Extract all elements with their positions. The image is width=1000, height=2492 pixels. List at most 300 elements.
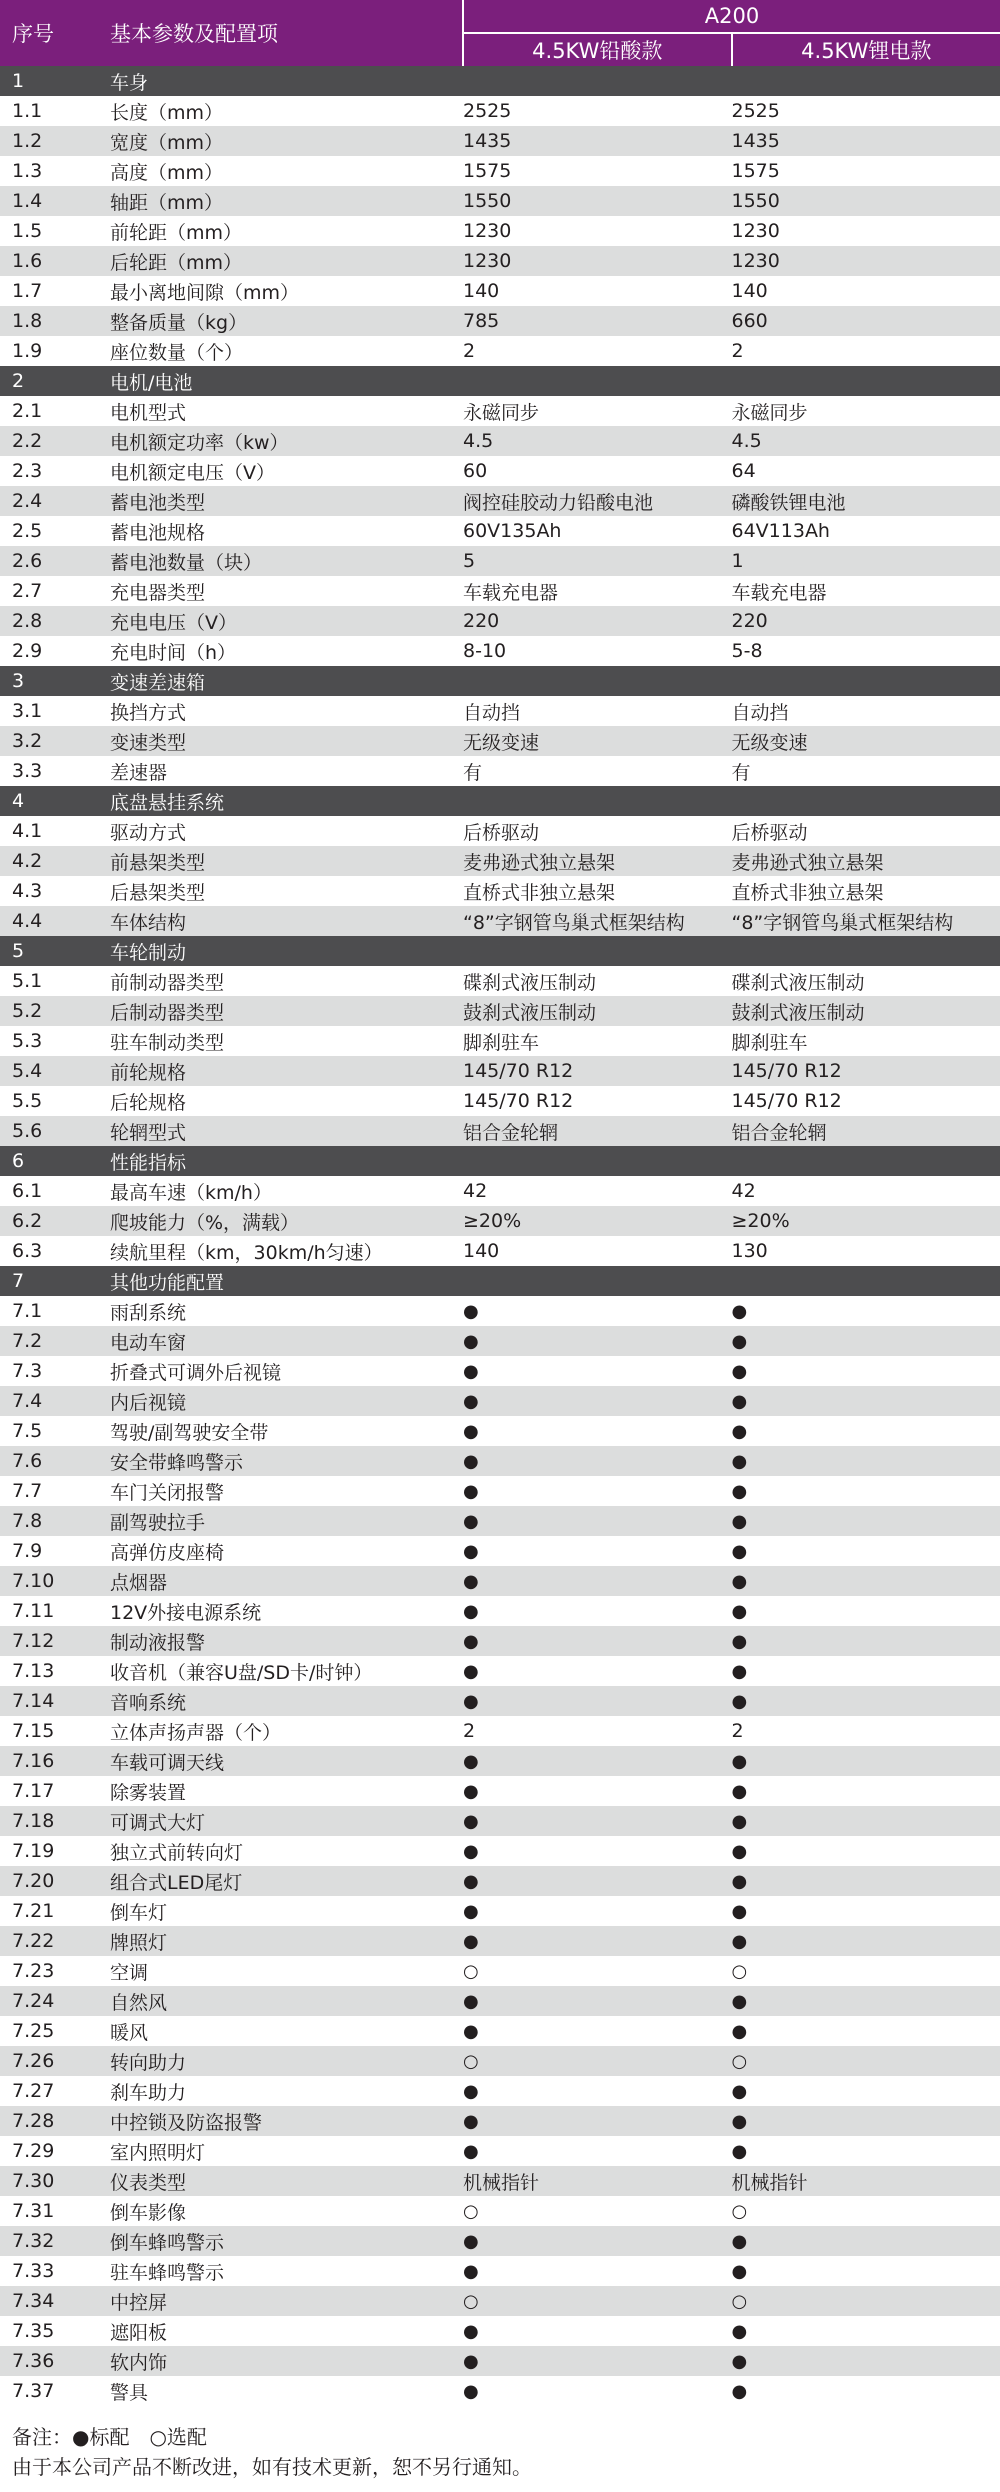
section-spacer bbox=[463, 66, 732, 96]
table-row bbox=[0, 1776, 1000, 1806]
section-name: 变速差速箱 bbox=[102, 666, 463, 696]
row-id: 2.5 bbox=[0, 516, 102, 546]
value-lithium: 有 bbox=[732, 756, 1000, 786]
value-lithium: ● bbox=[732, 1836, 1000, 1866]
row-name: 遮阳板 bbox=[102, 2316, 463, 2346]
value-lithium: 2 bbox=[732, 336, 1000, 366]
row-name: 最小离地间隙（mm） bbox=[102, 276, 463, 306]
row-name: 安全带蜂鸣警示 bbox=[102, 1446, 463, 1476]
row-name: 倒车蜂鸣警示 bbox=[102, 2226, 463, 2256]
table-row bbox=[0, 726, 1000, 756]
row-name: 高弹仿皮座椅 bbox=[102, 1536, 463, 1566]
value-lithium: 220 bbox=[732, 606, 1000, 636]
section-spacer bbox=[463, 1266, 732, 1296]
value-lithium: 碟刹式液压制动 bbox=[732, 966, 1000, 996]
row-id: 7.35 bbox=[0, 2316, 102, 2346]
table-row bbox=[0, 2196, 1000, 2226]
table-row bbox=[0, 1446, 1000, 1476]
row-name: 暖风 bbox=[102, 2016, 463, 2046]
value-lithium: 2525 bbox=[732, 96, 1000, 126]
section-spacer bbox=[463, 366, 732, 396]
value-lead-acid: 145/70 R12 bbox=[463, 1086, 732, 1116]
row-id: 7.3 bbox=[0, 1356, 102, 1386]
row-name: 制动液报警 bbox=[102, 1626, 463, 1656]
value-lead-acid: 60 bbox=[463, 456, 732, 486]
row-id: 7.13 bbox=[0, 1656, 102, 1686]
value-lithium: ● bbox=[732, 1386, 1000, 1416]
row-id: 2.6 bbox=[0, 546, 102, 576]
value-lead-acid: 无级变速 bbox=[463, 726, 732, 756]
value-lithium: 永磁同步 bbox=[732, 396, 1000, 426]
value-lithium: 140 bbox=[732, 276, 1000, 306]
row-name: 续航里程（km，30km/h匀速） bbox=[102, 1236, 463, 1266]
header-variant-lithium: 4.5KW锂电款 bbox=[732, 33, 1000, 66]
table-row bbox=[0, 636, 1000, 666]
value-lithium: ○ bbox=[732, 2046, 1000, 2076]
row-id: 2.2 bbox=[0, 426, 102, 456]
value-lead-acid: ● bbox=[463, 1446, 732, 1476]
row-id: 7.20 bbox=[0, 1866, 102, 1896]
row-name: 中控屏 bbox=[102, 2286, 463, 2316]
row-name: 警具 bbox=[102, 2376, 463, 2406]
row-id: 7.27 bbox=[0, 2076, 102, 2106]
row-id: 7.10 bbox=[0, 1566, 102, 1596]
value-lead-acid: 碟刹式液压制动 bbox=[463, 966, 732, 996]
table-row bbox=[0, 1416, 1000, 1446]
row-name: 仪表类型 bbox=[102, 2166, 463, 2196]
section-row bbox=[0, 786, 1000, 816]
value-lead-acid: 2525 bbox=[463, 96, 732, 126]
value-lithium: 1435 bbox=[732, 126, 1000, 156]
table-row bbox=[0, 576, 1000, 606]
row-name: 电机额定功率（kw） bbox=[102, 426, 463, 456]
value-lithium: ● bbox=[732, 1326, 1000, 1356]
value-lithium: ● bbox=[732, 2136, 1000, 2166]
section-spacer bbox=[463, 666, 732, 696]
value-lead-acid: “8”字钢管鸟巢式框架结构 bbox=[463, 906, 732, 936]
row-id: 7.24 bbox=[0, 1986, 102, 2016]
value-lead-acid: 脚刹驻车 bbox=[463, 1026, 732, 1056]
section-name: 车身 bbox=[102, 66, 463, 96]
table-row bbox=[0, 1476, 1000, 1506]
value-lead-acid: ● bbox=[463, 1926, 732, 1956]
value-lead-acid: 阀控硅胶动力铅酸电池 bbox=[463, 486, 732, 516]
row-name: 倒车灯 bbox=[102, 1896, 463, 1926]
row-name: 车载可调天线 bbox=[102, 1746, 463, 1776]
value-lead-acid: 2 bbox=[463, 1716, 732, 1746]
header-variant-lead-acid: 4.5KW铅酸款 bbox=[463, 33, 732, 66]
value-lead-acid: 车载充电器 bbox=[463, 576, 732, 606]
row-id: 7.28 bbox=[0, 2106, 102, 2136]
value-lead-acid: 麦弗逊式独立悬架 bbox=[463, 846, 732, 876]
table-row bbox=[0, 2256, 1000, 2286]
value-lead-acid: 60V135Ah bbox=[463, 516, 732, 546]
value-lithium: ● bbox=[732, 1926, 1000, 1956]
value-lead-acid: ● bbox=[463, 1686, 732, 1716]
value-lithium: 1 bbox=[732, 546, 1000, 576]
row-name: 最高车速（km/h） bbox=[102, 1176, 463, 1206]
row-id: 7.4 bbox=[0, 1386, 102, 1416]
value-lithium: ● bbox=[732, 1296, 1000, 1326]
value-lithium: 无级变速 bbox=[732, 726, 1000, 756]
row-id: 6.1 bbox=[0, 1176, 102, 1206]
table-row bbox=[0, 2226, 1000, 2256]
value-lead-acid: ● bbox=[463, 1836, 732, 1866]
value-lead-acid: 140 bbox=[463, 276, 732, 306]
row-name: 雨刮系统 bbox=[102, 1296, 463, 1326]
row-id: 1.1 bbox=[0, 96, 102, 126]
value-lead-acid: ● bbox=[463, 1596, 732, 1626]
row-name: 独立式前转向灯 bbox=[102, 1836, 463, 1866]
table-row bbox=[0, 1026, 1000, 1056]
value-lead-acid: ● bbox=[463, 1326, 732, 1356]
value-lithium: 2 bbox=[732, 1716, 1000, 1746]
table-row bbox=[0, 1206, 1000, 1236]
value-lithium: 1230 bbox=[732, 216, 1000, 246]
section-spacer bbox=[732, 666, 1000, 696]
row-id: 6.2 bbox=[0, 1206, 102, 1236]
value-lithium: 145/70 R12 bbox=[732, 1086, 1000, 1116]
value-lead-acid: ● bbox=[463, 2106, 732, 2136]
value-lithium: ● bbox=[732, 1686, 1000, 1716]
table-body bbox=[0, 66, 1000, 2406]
row-name: 驻车蜂鸣警示 bbox=[102, 2256, 463, 2286]
value-lithium: ● bbox=[732, 1476, 1000, 1506]
row-id: 4.3 bbox=[0, 876, 102, 906]
section-id: 2 bbox=[0, 366, 102, 396]
section-spacer bbox=[732, 1266, 1000, 1296]
row-name: 空调 bbox=[102, 1956, 463, 1986]
row-name: 倒车影像 bbox=[102, 2196, 463, 2226]
table-row bbox=[0, 306, 1000, 336]
row-name: 12V外接电源系统 bbox=[102, 1596, 463, 1626]
section-name: 底盘悬挂系统 bbox=[102, 786, 463, 816]
value-lead-acid: ● bbox=[463, 1566, 732, 1596]
row-id: 5.4 bbox=[0, 1056, 102, 1086]
section-id: 1 bbox=[0, 66, 102, 96]
value-lithium: 64V113Ah bbox=[732, 516, 1000, 546]
value-lead-acid: 1230 bbox=[463, 216, 732, 246]
value-lithium: ● bbox=[732, 1656, 1000, 1686]
table-row bbox=[0, 1956, 1000, 1986]
value-lithium: ● bbox=[732, 1356, 1000, 1386]
row-name: 立体声扬声器（个） bbox=[102, 1716, 463, 1746]
row-id: 7.11 bbox=[0, 1596, 102, 1626]
row-id: 2.7 bbox=[0, 576, 102, 606]
table-row bbox=[0, 2076, 1000, 2106]
table-row bbox=[0, 516, 1000, 546]
section-row bbox=[0, 66, 1000, 96]
value-lead-acid: 直桥式非独立悬架 bbox=[463, 876, 732, 906]
row-name: 轮辋型式 bbox=[102, 1116, 463, 1146]
table-row bbox=[0, 606, 1000, 636]
value-lithium: ● bbox=[732, 1746, 1000, 1776]
row-name: 自然风 bbox=[102, 1986, 463, 2016]
row-name: 收音机（兼容U盘/SD卡/时钟） bbox=[102, 1656, 463, 1686]
value-lead-acid: 1550 bbox=[463, 186, 732, 216]
value-lead-acid: 永磁同步 bbox=[463, 396, 732, 426]
value-lead-acid: 145/70 R12 bbox=[463, 1056, 732, 1086]
value-lead-acid: ● bbox=[463, 1806, 732, 1836]
value-lithium: ● bbox=[732, 2346, 1000, 2376]
value-lead-acid: ● bbox=[463, 1506, 732, 1536]
value-lithium: 660 bbox=[732, 306, 1000, 336]
row-name: 转向助力 bbox=[102, 2046, 463, 2076]
value-lead-acid: ● bbox=[463, 1656, 732, 1686]
row-name: 电机型式 bbox=[102, 396, 463, 426]
value-lead-acid: 1575 bbox=[463, 156, 732, 186]
row-name: 前轮规格 bbox=[102, 1056, 463, 1086]
row-id: 1.8 bbox=[0, 306, 102, 336]
section-spacer bbox=[463, 786, 732, 816]
table-row bbox=[0, 216, 1000, 246]
table-row bbox=[0, 906, 1000, 936]
row-id: 7.21 bbox=[0, 1896, 102, 1926]
row-name: 后轮规格 bbox=[102, 1086, 463, 1116]
section-spacer bbox=[732, 1146, 1000, 1176]
table-row bbox=[0, 2136, 1000, 2166]
value-lithium: 1575 bbox=[732, 156, 1000, 186]
legend bbox=[12, 2422, 532, 2482]
value-lead-acid: ● bbox=[463, 2076, 732, 2106]
table-row bbox=[0, 336, 1000, 366]
table-row bbox=[0, 996, 1000, 1026]
value-lithium: ● bbox=[732, 1806, 1000, 1836]
row-id: 7.19 bbox=[0, 1836, 102, 1866]
row-name: 车门关闭报警 bbox=[102, 1476, 463, 1506]
table-row bbox=[0, 2166, 1000, 2196]
row-name: 整备质量（kg） bbox=[102, 306, 463, 336]
table-row bbox=[0, 1326, 1000, 1356]
table-row bbox=[0, 486, 1000, 516]
value-lead-acid: 1435 bbox=[463, 126, 732, 156]
section-row bbox=[0, 666, 1000, 696]
value-lead-acid: ● bbox=[463, 2316, 732, 2346]
value-lithium: ● bbox=[732, 1626, 1000, 1656]
value-lead-acid: ● bbox=[463, 2346, 732, 2376]
value-lead-acid: ● bbox=[463, 1626, 732, 1656]
value-lead-acid: ≥20% bbox=[463, 1206, 732, 1236]
row-id: 1.9 bbox=[0, 336, 102, 366]
table-row bbox=[0, 1056, 1000, 1086]
row-name: 组合式LED尾灯 bbox=[102, 1866, 463, 1896]
value-lead-acid: ● bbox=[463, 1476, 732, 1506]
row-name: 变速类型 bbox=[102, 726, 463, 756]
row-id: 1.3 bbox=[0, 156, 102, 186]
table-row bbox=[0, 1506, 1000, 1536]
row-id: 5.2 bbox=[0, 996, 102, 1026]
row-id: 2.1 bbox=[0, 396, 102, 426]
value-lead-acid: 后桥驱动 bbox=[463, 816, 732, 846]
section-id: 7 bbox=[0, 1266, 102, 1296]
value-lithium: 4.5 bbox=[732, 426, 1000, 456]
section-spacer bbox=[732, 936, 1000, 966]
row-name: 充电器类型 bbox=[102, 576, 463, 606]
row-name: 驱动方式 bbox=[102, 816, 463, 846]
value-lead-acid: ● bbox=[463, 1776, 732, 1806]
section-row bbox=[0, 1266, 1000, 1296]
table-row bbox=[0, 126, 1000, 156]
row-name: 宽度（mm） bbox=[102, 126, 463, 156]
table-row bbox=[0, 2016, 1000, 2046]
row-name: 后制动器类型 bbox=[102, 996, 463, 1026]
table-row bbox=[0, 1986, 1000, 2016]
row-id: 6.3 bbox=[0, 1236, 102, 1266]
value-lead-acid: ● bbox=[463, 2136, 732, 2166]
header-model: A200 bbox=[463, 0, 1000, 33]
value-lithium: ≥20% bbox=[732, 1206, 1000, 1236]
value-lead-acid: ● bbox=[463, 1896, 732, 1926]
value-lead-acid: ● bbox=[463, 1746, 732, 1776]
table-row bbox=[0, 1746, 1000, 1776]
row-name: 蓄电池类型 bbox=[102, 486, 463, 516]
row-id: 7.6 bbox=[0, 1446, 102, 1476]
table-row bbox=[0, 546, 1000, 576]
row-name: 折叠式可调外后视镜 bbox=[102, 1356, 463, 1386]
header-id: 序号 bbox=[0, 0, 102, 66]
row-id: 7.31 bbox=[0, 2196, 102, 2226]
value-lithium: ● bbox=[732, 2076, 1000, 2106]
table-row bbox=[0, 1626, 1000, 1656]
value-lithium: 机械指针 bbox=[732, 2166, 1000, 2196]
value-lithium: ● bbox=[732, 2016, 1000, 2046]
value-lead-acid: 5 bbox=[463, 546, 732, 576]
row-id: 1.2 bbox=[0, 126, 102, 156]
value-lithium: ● bbox=[732, 2376, 1000, 2406]
table-row bbox=[0, 1836, 1000, 1866]
section-name: 性能指标 bbox=[102, 1146, 463, 1176]
row-name: 换挡方式 bbox=[102, 696, 463, 726]
value-lithium: ○ bbox=[732, 2196, 1000, 2226]
section-row bbox=[0, 1146, 1000, 1176]
table-row bbox=[0, 1566, 1000, 1596]
table-row bbox=[0, 1926, 1000, 1956]
table-row bbox=[0, 1596, 1000, 1626]
header-param: 基本参数及配置项 bbox=[102, 0, 463, 66]
row-id: 1.5 bbox=[0, 216, 102, 246]
row-id: 7.30 bbox=[0, 2166, 102, 2196]
row-id: 5.6 bbox=[0, 1116, 102, 1146]
section-id: 5 bbox=[0, 936, 102, 966]
section-name: 其他功能配置 bbox=[102, 1266, 463, 1296]
legend-note: 备注：●标配 ○选配 bbox=[12, 2425, 207, 2449]
row-name: 驾驶/副驾驶安全带 bbox=[102, 1416, 463, 1446]
row-id: 7.16 bbox=[0, 1746, 102, 1776]
value-lithium: 1230 bbox=[732, 246, 1000, 276]
row-name: 可调式大灯 bbox=[102, 1806, 463, 1836]
row-name: 电动车窗 bbox=[102, 1326, 463, 1356]
value-lead-acid: 有 bbox=[463, 756, 732, 786]
value-lead-acid: ● bbox=[463, 1536, 732, 1566]
table-row bbox=[0, 1236, 1000, 1266]
row-name: 差速器 bbox=[102, 756, 463, 786]
value-lead-acid: 机械指针 bbox=[463, 2166, 732, 2196]
value-lead-acid: ● bbox=[463, 1296, 732, 1326]
value-lithium: 42 bbox=[732, 1176, 1000, 1206]
row-id: 5.5 bbox=[0, 1086, 102, 1116]
value-lithium: 铝合金轮辋 bbox=[732, 1116, 1000, 1146]
table-row bbox=[0, 96, 1000, 126]
row-id: 7.18 bbox=[0, 1806, 102, 1836]
row-name: 软内饰 bbox=[102, 2346, 463, 2376]
row-id: 3.2 bbox=[0, 726, 102, 756]
value-lithium: 145/70 R12 bbox=[732, 1056, 1000, 1086]
table-row bbox=[0, 756, 1000, 786]
row-id: 1.4 bbox=[0, 186, 102, 216]
row-id: 7.37 bbox=[0, 2376, 102, 2406]
row-id: 7.22 bbox=[0, 1926, 102, 1956]
row-id: 5.1 bbox=[0, 966, 102, 996]
row-id: 7.34 bbox=[0, 2286, 102, 2316]
row-id: 7.8 bbox=[0, 1506, 102, 1536]
table-row bbox=[0, 2376, 1000, 2406]
value-lithium: ● bbox=[732, 1506, 1000, 1536]
value-lithium: ● bbox=[732, 1776, 1000, 1806]
row-id: 7.2 bbox=[0, 1326, 102, 1356]
row-name: 蓄电池数量（块） bbox=[102, 546, 463, 576]
row-id: 7.33 bbox=[0, 2256, 102, 2286]
table-row bbox=[0, 966, 1000, 996]
row-id: 7.29 bbox=[0, 2136, 102, 2166]
section-spacer bbox=[463, 936, 732, 966]
table-row bbox=[0, 186, 1000, 216]
value-lithium: ● bbox=[732, 1896, 1000, 1926]
row-name: 点烟器 bbox=[102, 1566, 463, 1596]
table-row bbox=[0, 1686, 1000, 1716]
table-row bbox=[0, 2286, 1000, 2316]
value-lithium: ● bbox=[732, 1866, 1000, 1896]
row-id: 7.7 bbox=[0, 1476, 102, 1506]
row-id: 7.1 bbox=[0, 1296, 102, 1326]
value-lead-acid: ● bbox=[463, 2226, 732, 2256]
value-lithium: ● bbox=[732, 2106, 1000, 2136]
table-row bbox=[0, 1386, 1000, 1416]
row-name: 充电时间（h） bbox=[102, 636, 463, 666]
value-lithium: 64 bbox=[732, 456, 1000, 486]
value-lead-acid: ○ bbox=[463, 2286, 732, 2316]
table-row bbox=[0, 2106, 1000, 2136]
row-name: 后悬架类型 bbox=[102, 876, 463, 906]
value-lead-acid: 785 bbox=[463, 306, 732, 336]
row-id: 4.1 bbox=[0, 816, 102, 846]
value-lithium: ○ bbox=[732, 2286, 1000, 2316]
value-lead-acid: 鼓刹式液压制动 bbox=[463, 996, 732, 1026]
row-id: 7.5 bbox=[0, 1416, 102, 1446]
row-id: 3.1 bbox=[0, 696, 102, 726]
value-lead-acid: ○ bbox=[463, 2046, 732, 2076]
value-lithium: ● bbox=[732, 1566, 1000, 1596]
value-lead-acid: 2 bbox=[463, 336, 732, 366]
row-name: 室内照明灯 bbox=[102, 2136, 463, 2166]
table-row bbox=[0, 396, 1000, 426]
row-id: 3.3 bbox=[0, 756, 102, 786]
row-name: 音响系统 bbox=[102, 1686, 463, 1716]
table-row bbox=[0, 696, 1000, 726]
section-spacer bbox=[732, 786, 1000, 816]
row-name: 中控锁及防盗报警 bbox=[102, 2106, 463, 2136]
row-name: 前悬架类型 bbox=[102, 846, 463, 876]
value-lithium: ● bbox=[732, 1416, 1000, 1446]
table-row bbox=[0, 156, 1000, 186]
row-name: 前轮距（mm） bbox=[102, 216, 463, 246]
value-lead-acid: 42 bbox=[463, 1176, 732, 1206]
row-name: 蓄电池规格 bbox=[102, 516, 463, 546]
value-lithium: 鼓刹式液压制动 bbox=[732, 996, 1000, 1026]
row-id: 7.14 bbox=[0, 1686, 102, 1716]
table-row bbox=[0, 2046, 1000, 2076]
value-lithium: ● bbox=[732, 2256, 1000, 2286]
value-lithium: ● bbox=[732, 1596, 1000, 1626]
